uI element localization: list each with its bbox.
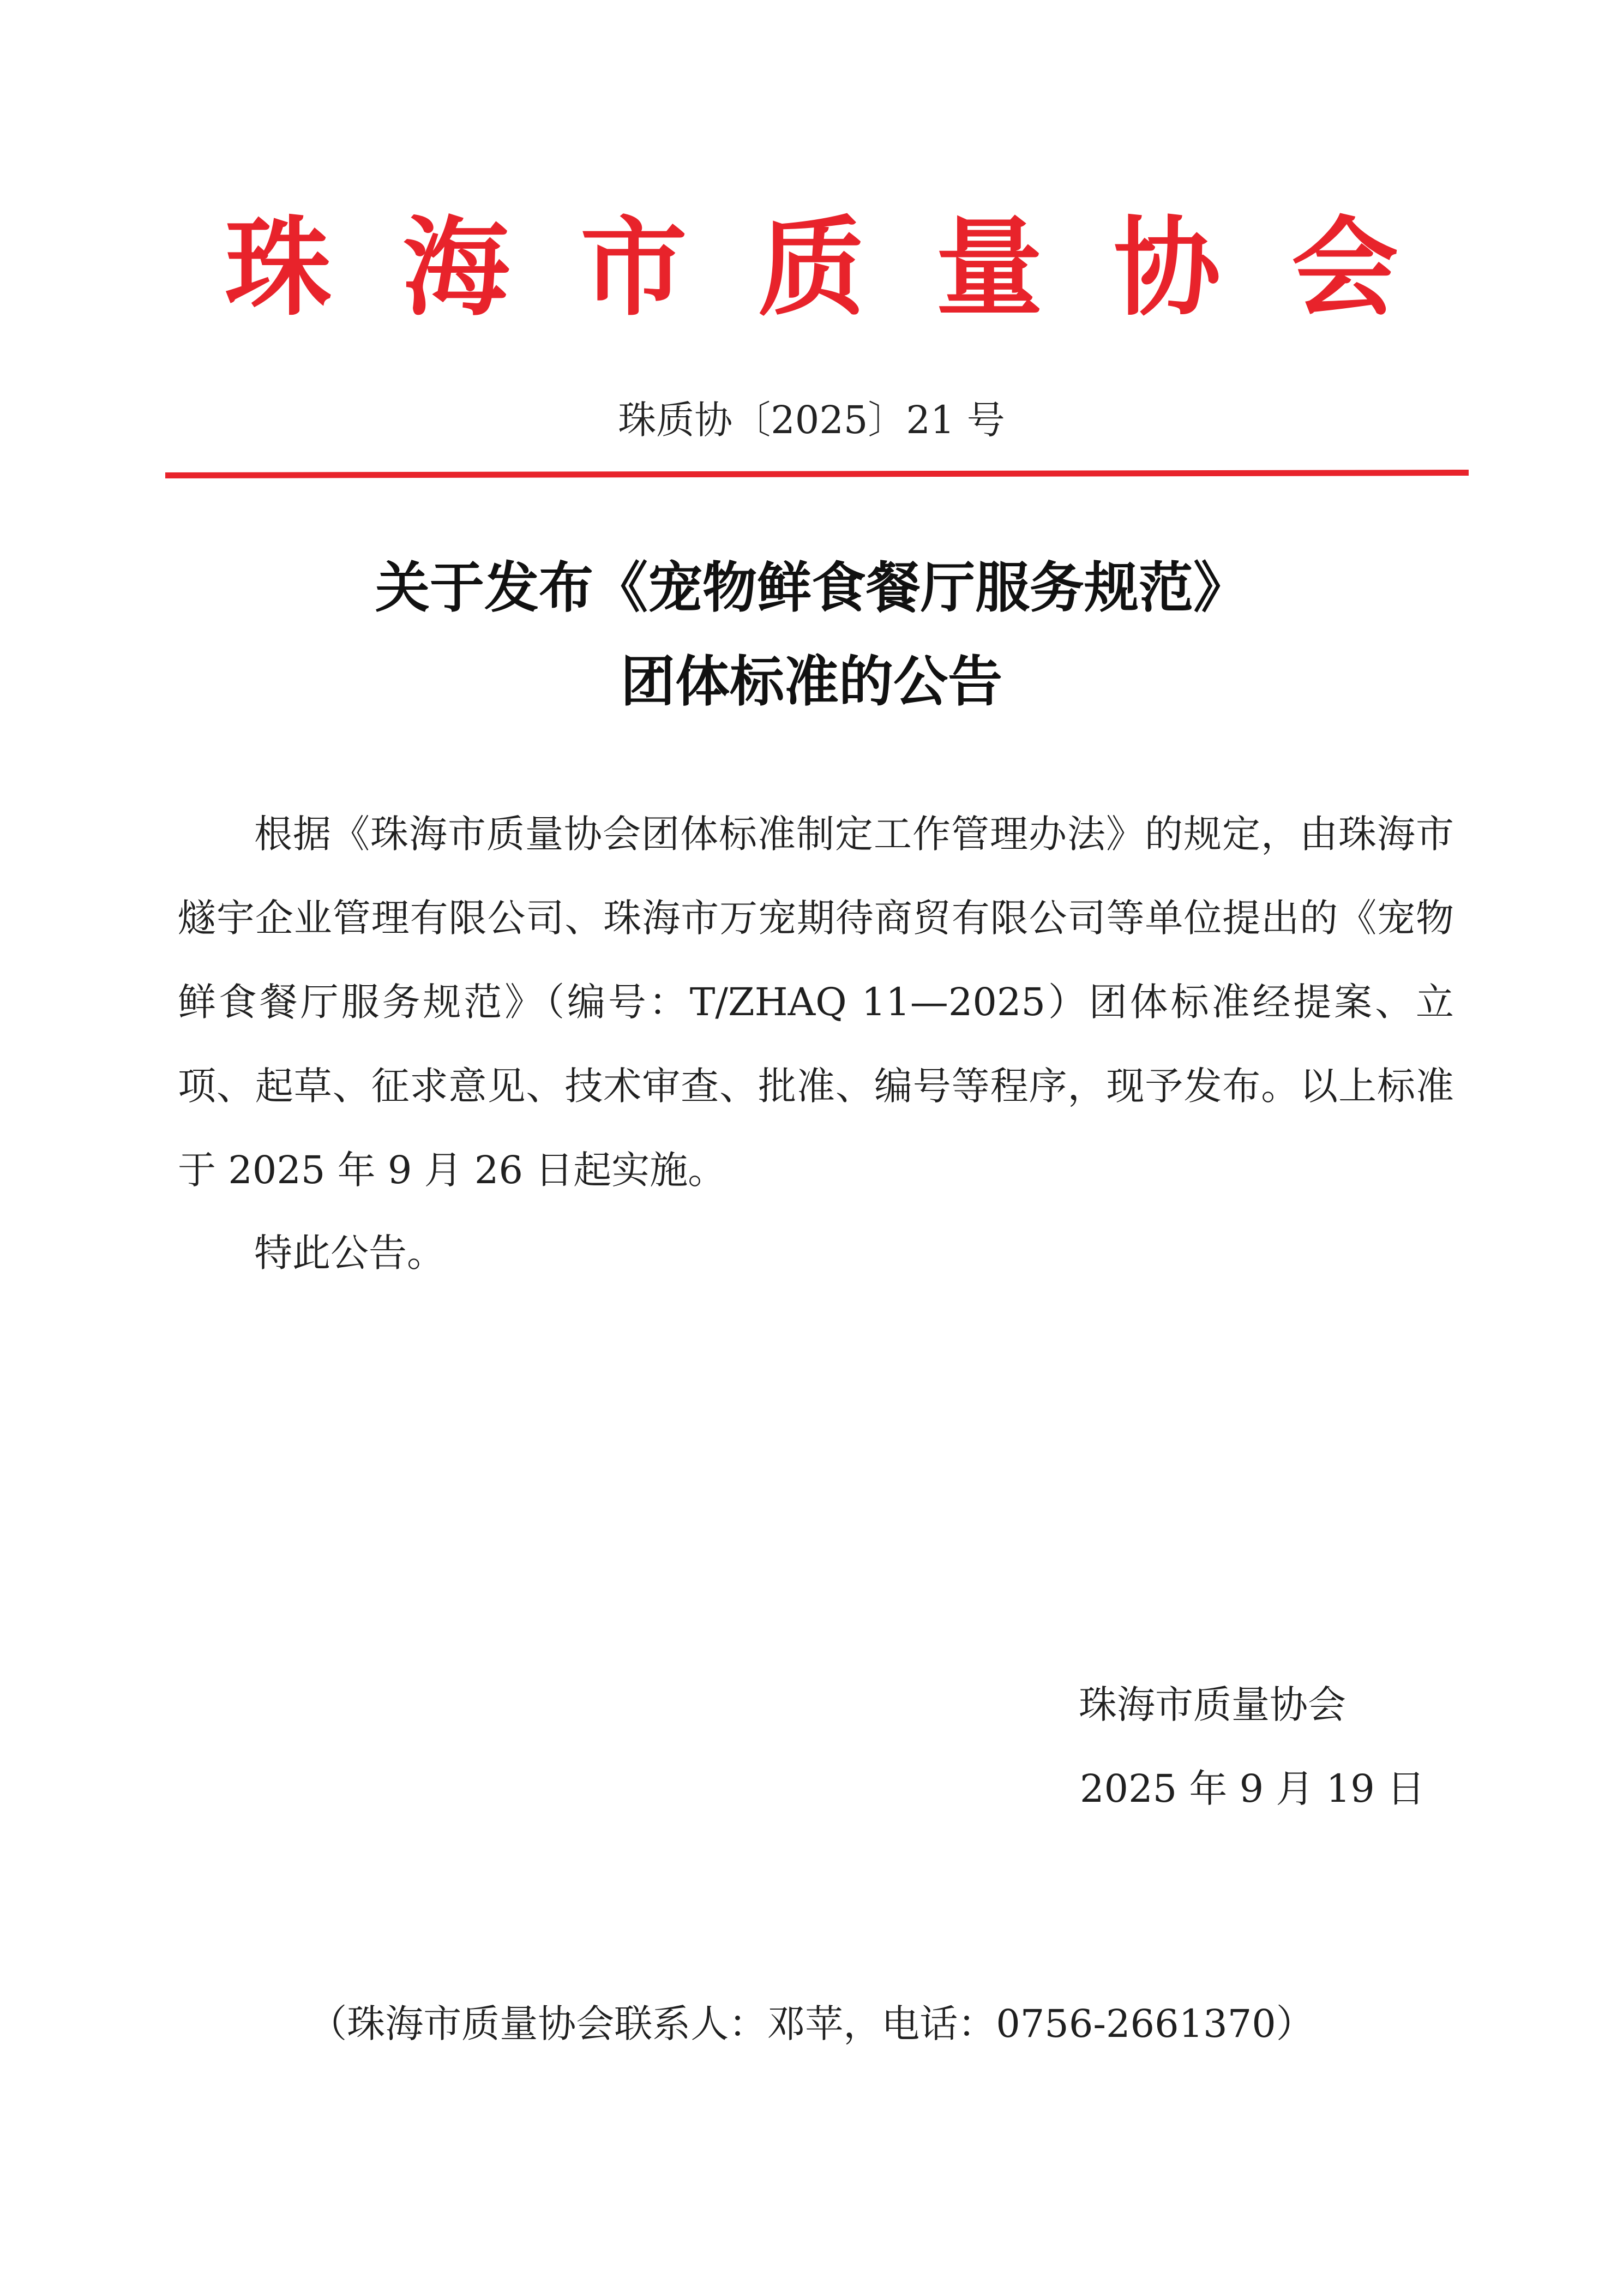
notice-body-paragraph: 根据《珠海市质量协会团体标准制定工作管理办法》的规定，由珠海市燧宇企业管理有限公司、珠海市万宠期待商贸有限公司等单位提出的《宠物鲜食餐厅服务规范》（编号：T/ZHAQ 11—2025）团体标准经提案、立项、起草、征求意见、技术审查、批准、编号等程序，现予发布。以上标准于 2025 年 9 月 26 日起实施。 [178,812,1454,1192]
signature-organization: 珠海市质量协会 [1079,1682,1346,1727]
notice-title-line-2: 团体标准的公告 [621,650,1002,714]
notice-closing: 特此公告。 [254,1231,445,1275]
contact-information: （珠海市质量协会联系人：邓苹，电话：0756-2661370） [309,2001,1314,2046]
notice-title-line-1: 关于发布《宠物鲜食餐厅服务规范》 [375,556,1248,620]
red-header-divider [165,470,1469,478]
notice-title [0,541,1623,729]
masthead-organization-name: 珠海市质量协会 [224,206,1469,331]
signature-date: 2025 年 9 月 19 日 [1080,1766,1426,1811]
document-number: 珠质协〔2025〕21 号 [618,398,1005,442]
signature-block [1075,1663,1425,1831]
